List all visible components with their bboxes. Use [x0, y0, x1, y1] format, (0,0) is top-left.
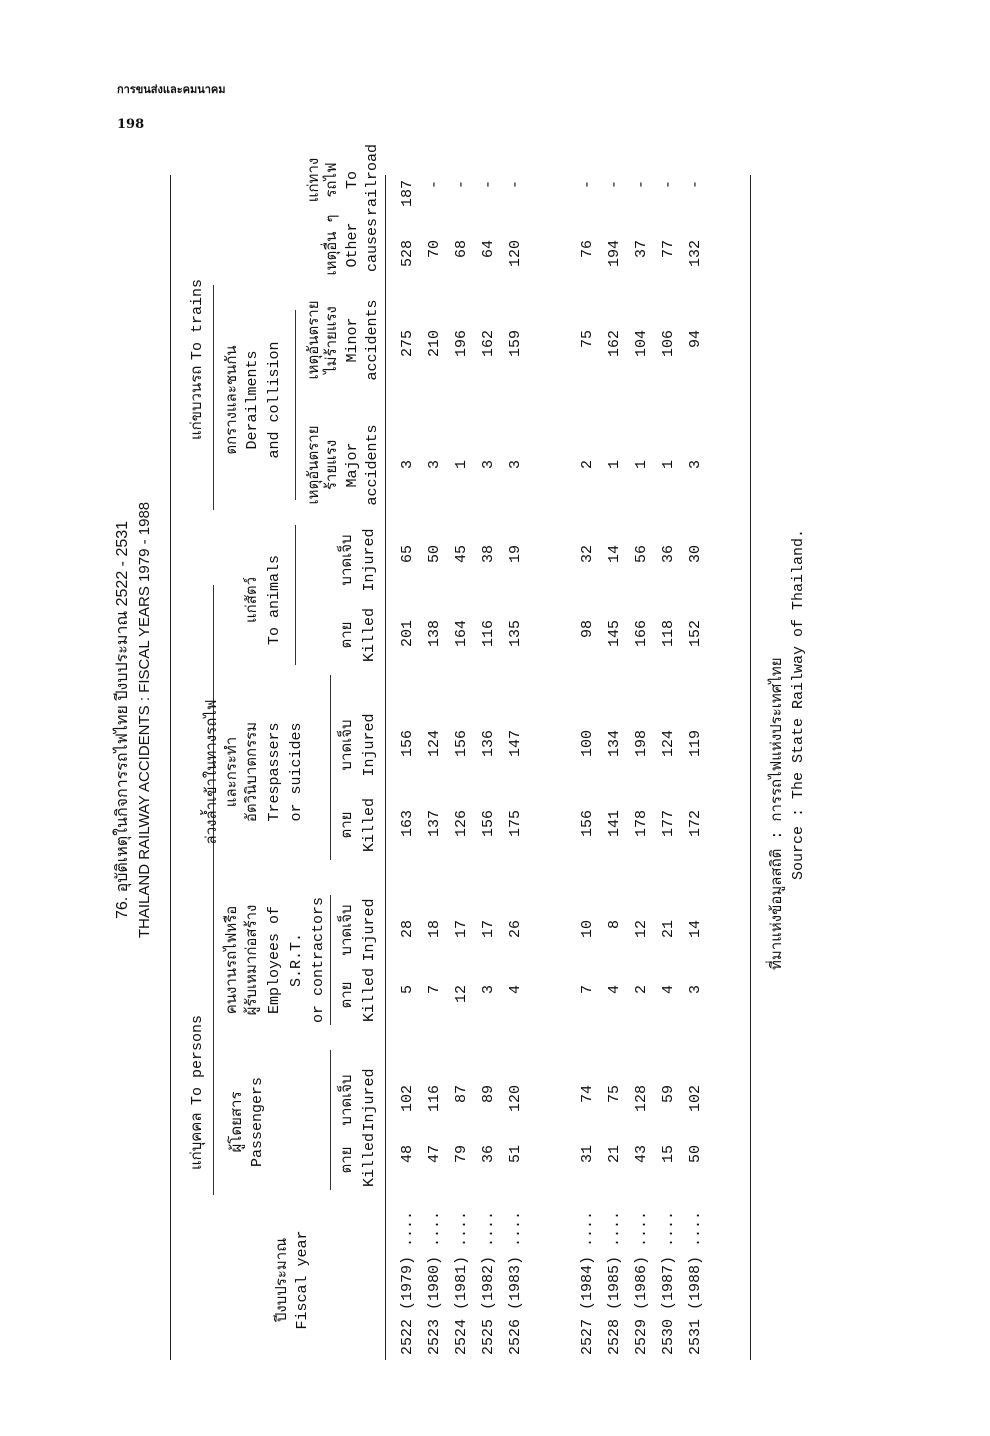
injured-th-3: บาดเจ็บ [339, 534, 356, 586]
table-cell: 76 [579, 240, 596, 259]
table-cell: 145 [606, 620, 623, 648]
table-cell: 74 [579, 1085, 596, 1104]
table-cell: 7 [426, 985, 443, 995]
table-cell: 26 [507, 920, 524, 939]
table-cell: 210 [426, 330, 443, 358]
bottom-rule [750, 175, 751, 1360]
table-cell: 163 [399, 810, 416, 838]
railroad-th-1: แก่ทาง [306, 157, 323, 203]
table-cell: 77 [660, 240, 677, 259]
table-cell: - [660, 180, 677, 190]
animals-rule [295, 525, 296, 665]
derail-th: ตกรางและชนกัน [224, 345, 241, 455]
passengers-th: ผู้โดยสาร [229, 1091, 246, 1153]
table-cell: 175 [507, 810, 524, 838]
table-cell: 14 [606, 545, 623, 564]
table-cell: 47 [426, 1145, 443, 1164]
killed-th-0: ตาย [339, 1146, 356, 1174]
table-cell: 59 [660, 1085, 677, 1104]
table-cell: 98 [579, 620, 596, 639]
injured-th-0: บาดเจ็บ [339, 1074, 356, 1126]
employees-en-3: or contractors [310, 896, 327, 1024]
table-cell: 4 [660, 985, 677, 995]
table-title-thai: 76. อุบัติเหตุในกิจการรถไฟไทย ปีงบประมาณ 2522 - 2531 [114, 520, 131, 920]
table-cell: 162 [606, 330, 623, 358]
table-cell: 68 [453, 240, 470, 259]
table-cell: 124 [426, 730, 443, 758]
table-cell: 134 [606, 730, 623, 758]
other-en-1: Other [344, 222, 361, 268]
injured-en-0: Injured [361, 1068, 378, 1132]
table-cell: 36 [480, 1145, 497, 1164]
trespassers-rule [330, 675, 331, 860]
table-cell: 172 [687, 810, 704, 838]
rotated-table-page [95, 143, 815, 1370]
table-cell: - [579, 180, 596, 190]
table-cell: 156 [399, 730, 416, 758]
table-cell: 141 [606, 810, 623, 838]
table-cell: 7 [579, 985, 596, 995]
table-cell: 3 [399, 460, 416, 470]
table-cell: 3 [480, 985, 497, 995]
table-cell: 31 [579, 1145, 596, 1164]
table-cell: 28 [399, 920, 416, 939]
table-cell: 75 [606, 1085, 623, 1104]
table-cell: 178 [633, 810, 650, 838]
table-cell: 2 [579, 460, 596, 470]
table-cell: 17 [480, 920, 497, 939]
row-year: 2525 (1982) .... [480, 1210, 497, 1355]
table-cell: 89 [480, 1085, 497, 1104]
table-cell: 38 [480, 545, 497, 564]
killed-en-2: Killed [361, 797, 378, 853]
table-cell: 10 [579, 920, 596, 939]
table-cell: 152 [687, 620, 704, 648]
injured-en-1: Injured [361, 898, 378, 962]
table-cell: 5 [399, 985, 416, 995]
header-bottom-rule [385, 175, 386, 1360]
page-number: 198 [117, 117, 145, 132]
table-cell: 118 [660, 620, 677, 648]
table-cell: 3 [687, 985, 704, 995]
employees-rule [330, 895, 331, 1025]
table-cell: - [687, 180, 704, 190]
table-title-english: THAILAND RAILWAY ACCIDENTS : FISCAL YEARS 1979 - 1988 [136, 501, 153, 939]
fiscal-year-th: ปีงบประมาณ [274, 1237, 291, 1323]
major-en-1: Major [344, 442, 361, 488]
table-cell: 187 [399, 180, 416, 208]
table-cell: 21 [660, 920, 677, 939]
table-cell: 100 [579, 730, 596, 758]
minor-en-1: Minor [344, 317, 361, 363]
table-cell: - [507, 180, 524, 190]
table-cell: 201 [399, 620, 416, 648]
table-cell: 177 [660, 810, 677, 838]
table-cell: 30 [687, 545, 704, 564]
table-cell: 1 [660, 460, 677, 470]
passengers-en: Passengers [249, 1076, 266, 1168]
row-year: 2522 (1979) .... [399, 1210, 416, 1355]
table-cell: 137 [426, 810, 443, 838]
table-cell: 48 [399, 1145, 416, 1164]
table-cell: 4 [507, 985, 524, 995]
table-cell: 3 [507, 460, 524, 470]
employees-en-2: S.R.T. [288, 932, 305, 988]
table-cell: 3 [426, 460, 443, 470]
table-cell: 3 [687, 460, 704, 470]
table-cell: 56 [633, 545, 650, 564]
derail-en-2: and collision [266, 341, 283, 459]
killed-th-1: ตาย [339, 981, 356, 1009]
major-th-1: เหตุอันตราย [306, 425, 323, 505]
table-cell: - [426, 180, 443, 190]
injured-en-3: Injured [361, 528, 378, 592]
row-year: 2526 (1983) .... [507, 1210, 524, 1355]
row-year: 2529 (1986) .... [633, 1210, 650, 1355]
table-cell: 4 [606, 985, 623, 995]
other-en-2: causes [364, 217, 381, 273]
railroad-th-2: รถไฟ [324, 162, 341, 198]
minor-th-2: ไม่ร้ายแรง [324, 306, 341, 374]
railroad-en-2: railroad [364, 143, 381, 217]
top-rule [170, 175, 171, 1360]
row-year: 2527 (1984) .... [579, 1210, 596, 1355]
table-cell: 156 [453, 730, 470, 758]
employees-th-1: คนงานรถไฟหรือ [224, 905, 241, 1015]
killed-en-0: Killed [361, 1132, 378, 1188]
table-cell: 102 [399, 1085, 416, 1113]
table-cell: 136 [480, 730, 497, 758]
table-cell: 147 [507, 730, 524, 758]
table-cell: 164 [453, 620, 470, 648]
table-cell: 132 [687, 240, 704, 268]
table-cell: 159 [507, 330, 524, 358]
passengers-rule [330, 1050, 331, 1190]
table-cell: 104 [633, 330, 650, 358]
injured-th-1: บาดเจ็บ [339, 904, 356, 956]
table-cell: 51 [507, 1145, 524, 1164]
persons-rule [213, 585, 214, 1195]
table-cell: 45 [453, 545, 470, 564]
table-cell: 32 [579, 545, 596, 564]
table-cell: 70 [426, 240, 443, 259]
other-th: เหตุอื่น ๆ [324, 214, 341, 276]
killed-th-3: ตาย [339, 621, 356, 649]
table-cell: 12 [633, 920, 650, 939]
trespassers-en-2: or suicides [288, 722, 305, 822]
table-cell: - [633, 180, 650, 190]
to-trains-en: To trains [189, 278, 206, 360]
row-year: 2528 (1985) .... [606, 1210, 623, 1355]
table-cell: 102 [687, 1085, 704, 1113]
table-cell: 128 [633, 1085, 650, 1113]
table-cell: 1 [633, 460, 650, 470]
trespassers-th-1: ล่วงล้ำเข้าในทางรถไฟ [204, 699, 221, 845]
table-cell: 37 [633, 240, 650, 259]
table-cell: 64 [480, 240, 497, 259]
injured-en-2: Injured [361, 713, 378, 777]
table-cell: 15 [660, 1145, 677, 1164]
trains-rule [213, 285, 214, 510]
table-cell: 116 [480, 620, 497, 648]
table-cell: 36 [660, 545, 677, 564]
trespassers-th-2: และกระทำ [224, 736, 241, 808]
table-cell: 126 [453, 810, 470, 838]
employees-en-1: Employees of [266, 905, 283, 1015]
table-cell: 162 [480, 330, 497, 358]
fiscal-year-en: Fiscal year [294, 1230, 311, 1330]
table-cell: 119 [687, 730, 704, 758]
minor-th-1: เหตุอันตราย [306, 300, 323, 380]
table-cell: 3 [480, 460, 497, 470]
table-cell: 135 [507, 620, 524, 648]
killed-en-1: Killed [361, 967, 378, 1023]
row-year: 2530 (1987) .... [660, 1210, 677, 1355]
major-th-2: ร้ายแรง [324, 439, 341, 491]
table-cell: 198 [633, 730, 650, 758]
to-animals-en: To animals [266, 554, 283, 646]
table-cell: 116 [426, 1085, 443, 1113]
table-cell: 2 [633, 985, 650, 995]
table-cell: 124 [660, 730, 677, 758]
killed-en-3: Killed [361, 607, 378, 663]
injured-th-2: บาดเจ็บ [339, 719, 356, 771]
table-cell: 79 [453, 1145, 470, 1164]
table-cell: 120 [507, 1085, 524, 1113]
table-cell: 12 [453, 985, 470, 1004]
table-cell: 50 [687, 1145, 704, 1164]
minor-en-2: accidents [364, 299, 381, 381]
table-cell: 528 [399, 240, 416, 268]
table-cell: 14 [687, 920, 704, 939]
table-cell: 138 [426, 620, 443, 648]
table-cell: 120 [507, 240, 524, 268]
to-animals-th: แก่สัตว์ [244, 576, 261, 624]
table-cell: 275 [399, 330, 416, 358]
table-cell: 1 [606, 460, 623, 470]
trespassers-th-3: อัตวินิบาตกรรม [244, 721, 261, 823]
table-cell: 196 [453, 330, 470, 358]
row-year: 2524 (1981) .... [453, 1210, 470, 1355]
to-persons-en: To persons [189, 1014, 206, 1105]
derail-rule [295, 310, 296, 500]
trespassers-en-1: Trespassers [266, 722, 283, 822]
to-persons-th: แก่บุคคล [189, 1112, 206, 1170]
major-en-2: accidents [364, 424, 381, 506]
table-cell: 19 [507, 545, 524, 564]
table-cell: 1 [453, 460, 470, 470]
table-cell: 8 [606, 920, 623, 930]
row-year: 2531 (1988) .... [687, 1210, 704, 1355]
table-cell: 17 [453, 920, 470, 939]
derail-en-1: Derailments [244, 350, 261, 450]
table-cell: 75 [579, 330, 596, 349]
table-cell: - [606, 180, 623, 190]
table-cell: 65 [399, 545, 416, 564]
table-cell: 194 [606, 240, 623, 268]
killed-th-2: ตาย [339, 811, 356, 839]
table-cell: 156 [579, 810, 596, 838]
table-cell: - [453, 180, 470, 190]
employees-th-2: ผู้รับเหมาก่อสร้าง [244, 904, 261, 1016]
table-cell: 166 [633, 620, 650, 648]
railroad-en-1: To [344, 170, 361, 190]
table-cell: 43 [633, 1145, 650, 1164]
to-trains-th: แก่ขบวนรถ [189, 365, 206, 440]
table-cell: 94 [687, 330, 704, 349]
source-thai: ที่มาแห่งข้อมูลสถิติ : การรถไฟแห่งประเทศไทย [769, 657, 786, 970]
row-year: 2523 (1980) .... [426, 1210, 443, 1355]
source-english: Source : The State Railway of Thailand. [790, 528, 807, 880]
table-cell: 21 [606, 1145, 623, 1164]
table-cell: 18 [426, 920, 443, 939]
table-cell: 87 [453, 1085, 470, 1104]
running-head: การขนส่งและคมนาคม [117, 83, 226, 96]
table-cell: 106 [660, 330, 677, 358]
table-cell: 50 [426, 545, 443, 564]
table-cell: - [480, 180, 497, 190]
table-cell: 156 [480, 810, 497, 838]
